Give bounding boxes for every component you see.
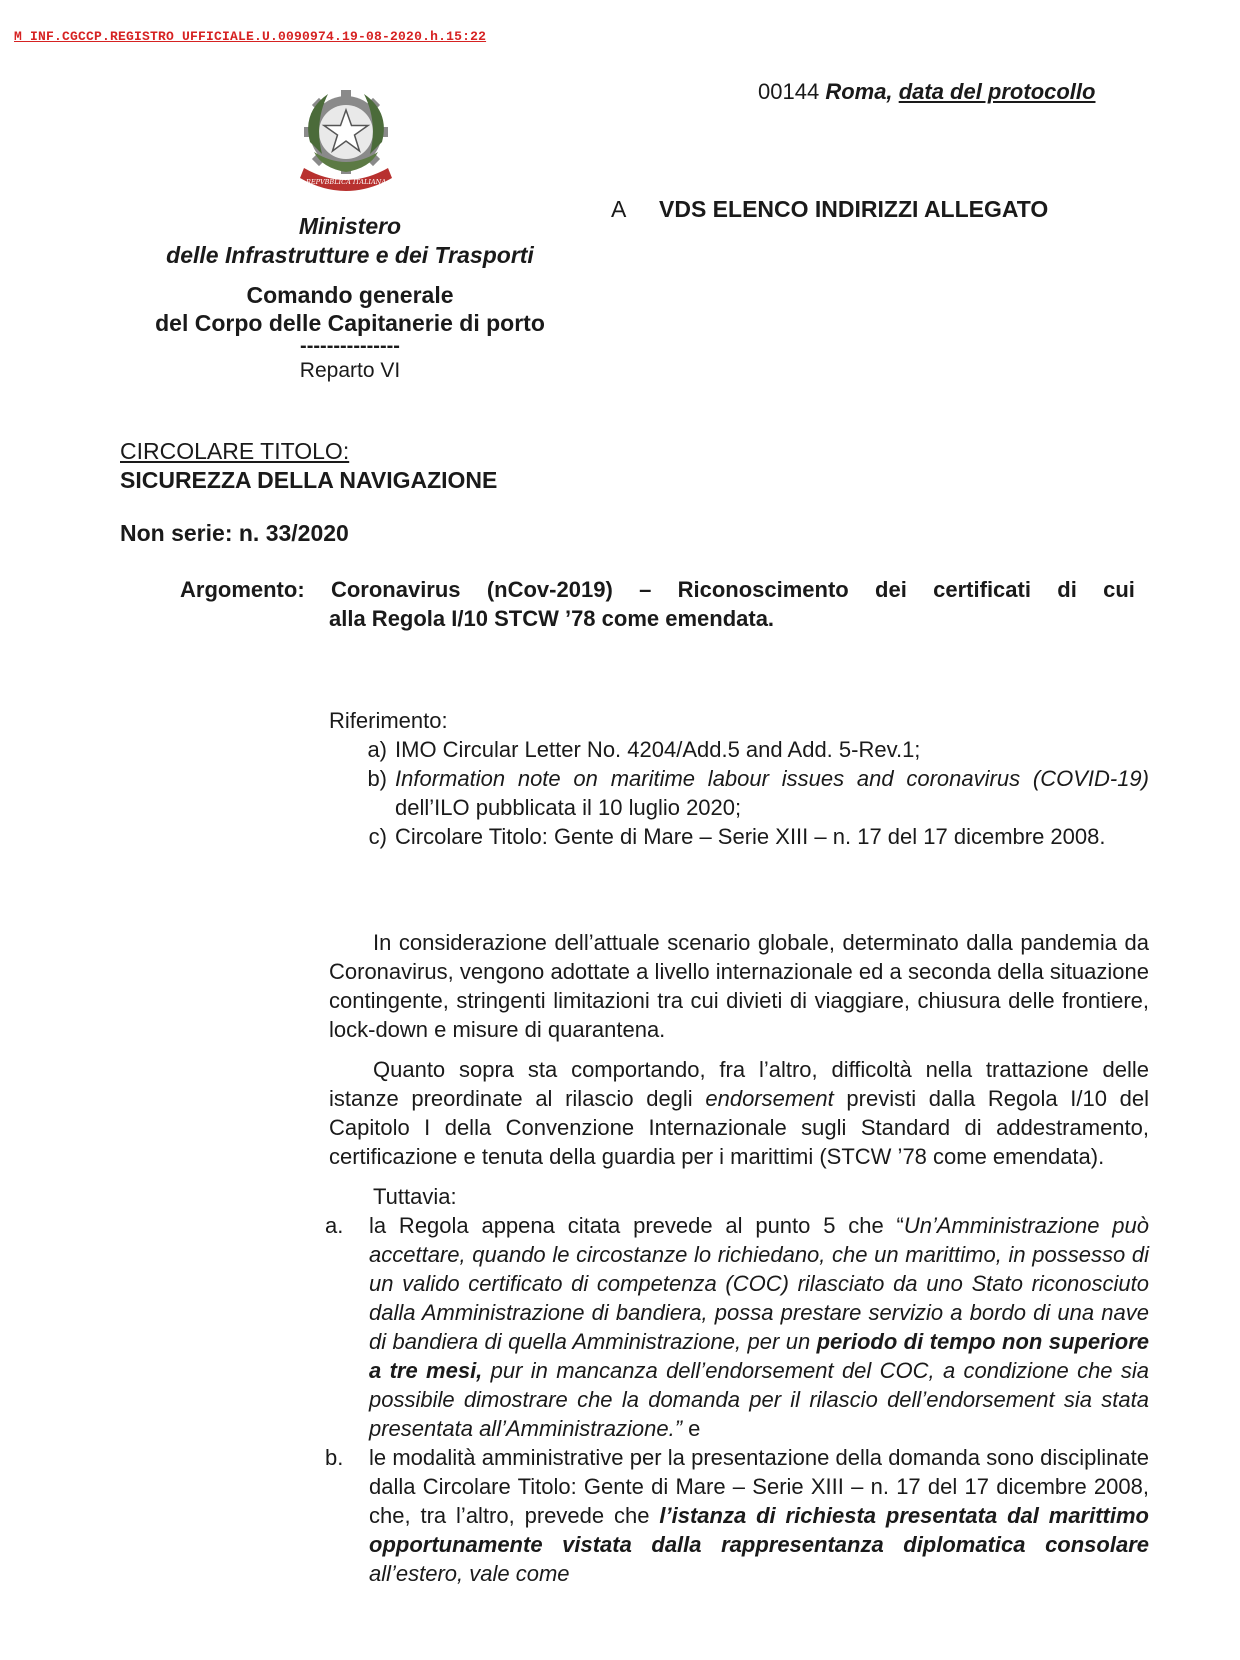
point-a-plain: la Regola appena citata prevede al punto 5 che “ (369, 1213, 904, 1238)
reference-plain: dell’ILO pubblicata il 10 luglio 2020; (395, 795, 742, 820)
paragraph-2-italic: endorsement (705, 1086, 834, 1111)
point-a-marker: a. (325, 1213, 344, 1238)
point-a-tail: e (682, 1416, 701, 1441)
however-label: Tuttavia: (373, 1184, 457, 1209)
city: Roma, (825, 79, 893, 104)
paragraph-2 (329, 1055, 1149, 1171)
paragraph-2-text: Quanto sopra sta comportando, fra l’altro, difficoltà nella trattazione delle istanze preordinate al rilascio degli (329, 1057, 1149, 1111)
subject-line-1 (180, 575, 1135, 604)
point-a-italic-cont: pur in mancanza dell’endorsement del COC, a condizione che sia possibile dimostrare che la domanda per il rilascio dell’endorsement sia stata presentata all’Amministrazione.” (369, 1358, 1150, 1441)
point-b-bold-italic: l’istanza di richiesta presentata dal marittimo opportunamente vistata dalla rappresentanza diplomatica consolare (369, 1503, 1149, 1557)
point-a-text (369, 1211, 1149, 1443)
subject-word: dei (875, 577, 907, 602)
reference-italic: Information note on maritime labour issues and coronavirus (COVID-19) (395, 766, 1149, 791)
department: Reparto VI (299, 359, 401, 382)
references (329, 706, 1149, 851)
reference-item (329, 735, 1149, 764)
recipient-name: VDS ELENCO INDIRIZZI ALLEGATO (659, 196, 1049, 222)
point-b (325, 1443, 1149, 1588)
protocol-stamp: M_INF.CGCCP.REGISTRO UFFICIALE.U.0090974.19-08-2020.h.15:22 (14, 29, 487, 44)
subject-word: – (639, 577, 652, 602)
recipient-prefix: A (611, 196, 627, 222)
reference-marker: b) (367, 766, 387, 791)
sender-block (120, 212, 580, 385)
point-b-marker: b. (325, 1445, 344, 1470)
subject-word: cui (1103, 577, 1135, 602)
reference-text: IMO Circular Letter No. 4204/Add.5 and Add. 5-Rev.1; (395, 737, 921, 762)
point-a-bold: periodo di tempo non superiore a tre mesi, (369, 1329, 1149, 1383)
circular-series: Non serie: n. 33/2020 (120, 520, 349, 546)
subject-word: Riconoscimento (677, 577, 849, 602)
subject-line-2: alla Regola I/10 STCW ’78 come emendata. (329, 606, 775, 631)
point-a-italic: Un’Amministrazione può accettare, quando le circostanze lo richiedano, che un marittimo, in possesso di un valido certificato di competenza (COC) rilasciato da uno Stato riconosciuto dalla Amministrazione di bandiera, possa prestare servizio a bordo di una nave di bandiera di quella Amministrazione, per un (369, 1213, 1149, 1354)
command-line-1: Comando generale (246, 282, 454, 308)
protocol-date: data del protocollo (898, 79, 1096, 104)
ministry-line-1: Ministero (298, 213, 402, 239)
emblem-ribbon-text: REPVBBLICA ITALIANA (305, 178, 387, 186)
date-line (758, 79, 1095, 105)
point-a (325, 1211, 1150, 1443)
reference-item (329, 764, 1149, 822)
circular-title-block (120, 437, 497, 495)
subject-word: certificati (933, 577, 1031, 602)
circular-label: CIRCOLARE TITOLO: (120, 438, 350, 464)
paragraph-1: In considerazione dell’attuale scenario globale, determinato dalla pandemia da Coronavirus, vengono adottate a livello internazionale ed a seconda della situazione contingente, stringenti limitazioni tra cui divieti di viaggiare, chiusura delle frontiere, lock-down e misure di quarantena. (329, 930, 1149, 1042)
point-b-plain: le modalità amministrative per la presentazione della domanda sono disciplinate dalla Circolare Titolo: Gente di Mare – Serie XIII – n. 17 del 17 dicembre 2008, che, tra l’altro, prevede che (369, 1445, 1149, 1528)
recipient (611, 196, 1048, 223)
reference-text (395, 764, 1149, 822)
subject (180, 575, 1135, 633)
point-b-text (369, 1443, 1149, 1588)
reference-marker: a) (367, 737, 387, 762)
subject-word: Coronavirus (330, 577, 461, 602)
reference-text: Circolare Titolo: Gente di Mare – Serie XIII – n. 17 del 17 dicembre 2008. (395, 824, 1106, 849)
reference-marker: c) (368, 824, 387, 849)
reference-item (329, 822, 1149, 851)
command-line-2: del Corpo delle Capitanerie di porto (155, 310, 545, 336)
body-text (325, 928, 1150, 1588)
subject-label: Argomento: (180, 577, 305, 602)
paragraph-2-text-cont: previsti dalla Regola I/10 del Capitolo I della Convenzione Internazionale sugli Standard di addestramento, certificazione e tenuta della guardia per i marittimi (STCW ’78 come emendata). (329, 1086, 1149, 1169)
ministry-line-2: delle Infrastrutture e dei Trasporti (166, 242, 534, 268)
separator: --------------- (300, 335, 400, 357)
repubblica-italiana-emblem-icon (292, 82, 400, 194)
subject-word: di (1057, 577, 1077, 602)
references-heading: Riferimento: (329, 708, 448, 733)
circular-title: SICUREZZA DELLA NAVIGAZIONE (120, 467, 498, 493)
postcode: 00144 (758, 79, 820, 104)
point-b-italic: all’estero, vale come (369, 1561, 570, 1586)
subject-word: (nCov-2019) (486, 577, 613, 602)
